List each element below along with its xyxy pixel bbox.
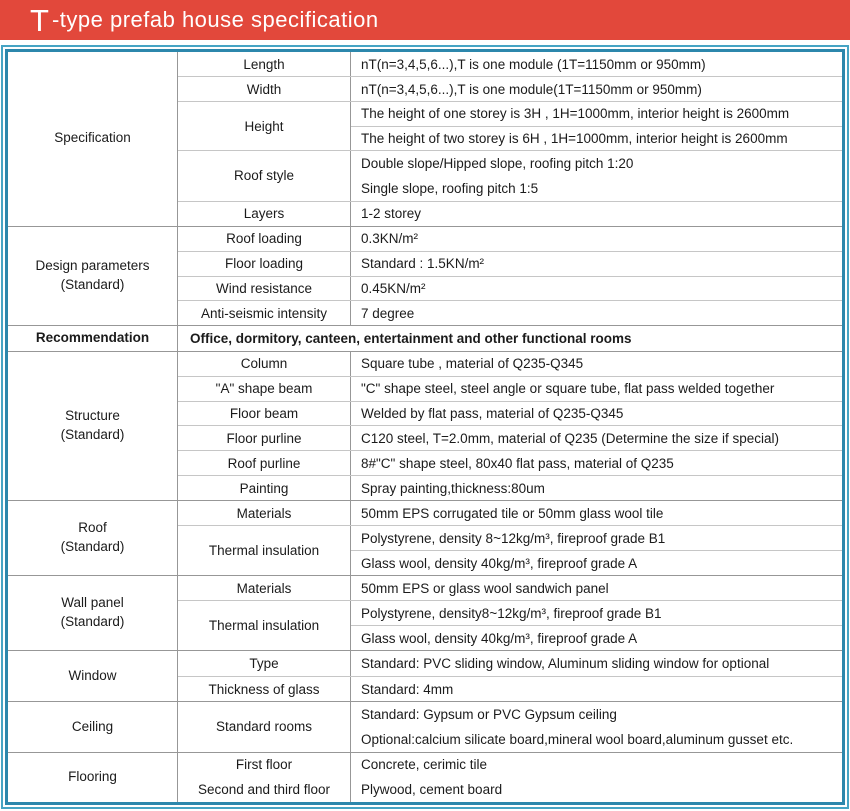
value-roof-style-single: Single slope, roofing pitch 1:5 (361, 180, 539, 196)
value-column: Square tube , material of Q235-Q345 (361, 356, 584, 372)
value-anti-seismic: 7 degree (361, 305, 415, 321)
row-roof-purline (178, 451, 842, 476)
row-first-floor (178, 753, 842, 778)
param-length: Length (178, 52, 351, 76)
value-roof-purline: 8#"C" shape steel, 80x40 flat pass, material of Q235 (361, 455, 674, 471)
value-width: nT(n=3,4,5,6...),T is one module(1T=1150mm or 950mm) (361, 81, 702, 97)
param-width: Width (178, 77, 351, 101)
row-floor-loading (178, 252, 842, 277)
row-length (178, 52, 842, 77)
row-floor-purline (178, 426, 842, 451)
section-window (8, 651, 842, 702)
param-a-shape-beam: "A" shape beam (178, 377, 351, 401)
section-roof (8, 501, 842, 576)
value-window-type: Standard: PVC sliding window, Aluminum sliding window for optional (361, 655, 770, 671)
param-standard-rooms: Standard rooms (178, 702, 351, 751)
value-floor-purline: C120 steel, T=2.0mm, material of Q235 (Determine the size if special) (361, 430, 780, 446)
row-window-type (178, 651, 842, 677)
row-roof-style (178, 151, 842, 201)
section-flooring (8, 753, 842, 802)
section-ceiling (8, 702, 842, 752)
param-anti-seismic: Anti-seismic intensity (178, 301, 351, 325)
section-recommendation (8, 326, 842, 352)
section-label-recommendation: Recommendation (8, 326, 178, 351)
row-column (178, 352, 842, 377)
spec-table (5, 49, 845, 805)
spec-table-frame (1, 45, 849, 809)
value-glass-thickness: Standard: 4mm (361, 681, 454, 697)
title-banner (0, 0, 850, 40)
param-window-type: Type (178, 651, 351, 676)
param-second-third-floor: Second and third floor (178, 777, 351, 802)
value-height-two-storey: The height of two storey is 6H , 1H=1000mm, interior height is 2600mm (361, 131, 788, 147)
row-height (178, 102, 842, 151)
row-roof-thermal (178, 526, 842, 575)
value-wall-materials: 50mm EPS or glass wool sandwich panel (361, 580, 609, 596)
section-label-wall-panel: Wall panel (Standard) (8, 576, 178, 650)
value-roof-thermal-polystyrene: Polystyrene, density 8~12kg/m³, fireproof grade B1 (351, 526, 842, 551)
section-wall-panel (8, 576, 842, 651)
row-width (178, 77, 842, 102)
value-roof-thermal-glasswool: Glass wool, density 40kg/m³, fireproof grade A (361, 555, 638, 571)
param-painting: Painting (178, 476, 351, 500)
param-floor-beam: Floor beam (178, 402, 351, 426)
value-wall-thermal-glasswool: Glass wool, density 40kg/m³, fireproof grade A (361, 630, 638, 646)
value-roof-loading: 0.3KN/m² (361, 231, 419, 247)
section-label-ceiling: Ceiling (8, 702, 178, 751)
value-height-one-storey: The height of one storey is 3H , 1H=1000mm, interior height is 2600mm (351, 102, 842, 127)
row-roof-loading (178, 227, 842, 252)
param-wind-resistance: Wind resistance (178, 277, 351, 301)
section-label-roof: Roof (Standard) (8, 501, 178, 575)
param-height: Height (178, 102, 351, 150)
page-title: -type prefab house specification (51, 7, 379, 32)
row-layers (178, 202, 842, 226)
param-wall-thermal: Thermal insulation (178, 601, 351, 650)
value-roof-style-double: Double slope/Hipped slope, roofing pitch 1:20 (361, 156, 634, 172)
value-length: nT(n=3,4,5,6...),T is one module (1T=1150mm or 950mm) (361, 56, 706, 72)
param-wall-materials: Materials (178, 576, 351, 600)
param-roof-style: Roof style (178, 151, 351, 200)
param-roof-loading: Roof loading (178, 227, 351, 251)
row-second-third-floor (178, 777, 842, 802)
param-first-floor: First floor (178, 753, 351, 778)
value-first-floor: Concrete, cerimic tile (361, 757, 488, 773)
row-anti-seismic (178, 301, 842, 325)
value-second-third-floor: Plywood, cement board (361, 782, 503, 798)
section-label-window: Window (8, 651, 178, 701)
value-painting: Spray painting,thickness:80um (361, 480, 545, 496)
param-glass-thickness: Thickness of glass (178, 677, 351, 702)
section-label-flooring: Flooring (8, 753, 178, 802)
section-label-structure: Structure (Standard) (8, 352, 178, 500)
row-standard-rooms (178, 702, 842, 751)
param-roof-purline: Roof purline (178, 451, 351, 475)
value-wall-thermal-polystyrene: Polystyrene, density8~12kg/m³, fireproof grade B1 (351, 601, 842, 626)
param-roof-materials: Materials (178, 501, 351, 525)
param-layers: Layers (178, 202, 351, 226)
value-wind-resistance: 0.45KN/m² (361, 280, 426, 296)
row-wind-resistance (178, 277, 842, 302)
value-a-shape-beam: "C" shape steel, steel angle or square tube, flat pass welded together (361, 381, 775, 397)
section-design-parameters (8, 227, 842, 327)
value-recommendation: Office, dormitory, canteen, entertainment and other functional rooms (190, 331, 632, 347)
section-label-design-parameters: Design parameters (Standard) (8, 227, 178, 326)
value-floor-beam: Welded by flat pass, material of Q235-Q345 (361, 406, 624, 422)
value-roof-materials: 50mm EPS corrugated tile or 50mm glass wool tile (361, 505, 664, 521)
value-ceiling-optional: Optional:calcium silicate board,mineral wool board,aluminum gusset etc. (361, 731, 794, 747)
row-floor-beam (178, 402, 842, 427)
section-label-specification: Specification (8, 52, 178, 226)
param-floor-purline: Floor purline (178, 426, 351, 450)
value-floor-loading: Standard : 1.5KN/m² (361, 256, 485, 272)
row-wall-thermal (178, 601, 842, 650)
section-specification (8, 52, 842, 227)
param-floor-loading: Floor loading (178, 252, 351, 276)
param-roof-thermal: Thermal insulation (178, 526, 351, 575)
row-painting (178, 476, 842, 500)
row-wall-materials (178, 576, 842, 601)
value-layers: 1-2 storey (361, 206, 422, 222)
row-roof-materials (178, 501, 842, 526)
param-column: Column (178, 352, 351, 376)
row-glass-thickness (178, 677, 842, 702)
page-title-initial: T (30, 2, 49, 38)
section-structure (8, 352, 842, 501)
value-ceiling-standard: Standard: Gypsum or PVC Gypsum ceiling (361, 707, 617, 723)
row-a-shape-beam (178, 377, 842, 402)
